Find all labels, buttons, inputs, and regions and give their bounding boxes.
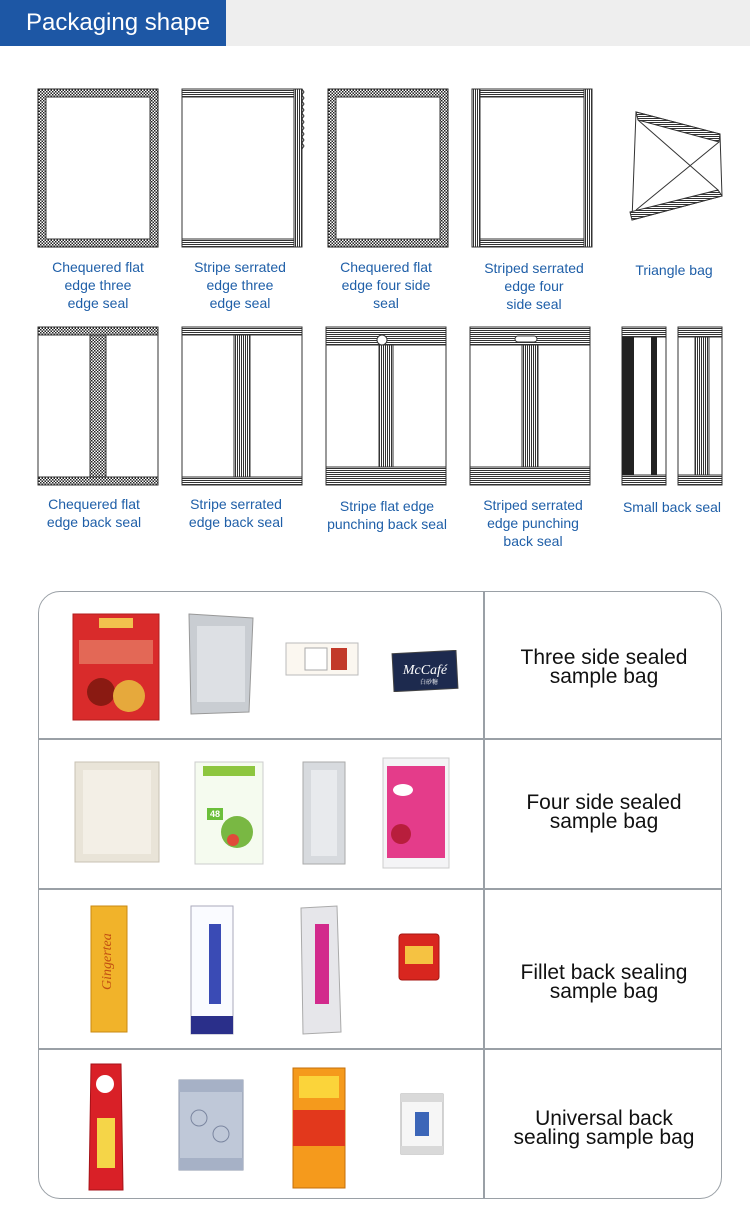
orange-candy-bag — [291, 1066, 347, 1190]
sample-bag-table — [38, 591, 722, 1199]
pink-label-stick — [293, 904, 347, 1036]
silver-foil-bag — [185, 610, 257, 716]
shape-caption: Stripe serrated edge three edge seal — [194, 259, 286, 311]
pink-sachet — [381, 756, 451, 870]
shape-caption: Chequered flat edge three edge seal — [52, 259, 144, 311]
blue-pattern-pouch — [177, 1078, 245, 1172]
green-drink-sachet — [193, 760, 265, 866]
stripe-serrated-three-edge-seal-bag — [181, 88, 305, 248]
shape-caption: Stripe flat edge punching back seal — [327, 498, 447, 532]
shape-caption: Chequered flat edge four side seal — [340, 259, 432, 311]
chequered-four-side-seal-bag — [327, 88, 449, 248]
shape-caption: Chequered flat edge back seal — [46, 496, 142, 530]
red-ketchup-sachet — [397, 932, 441, 982]
shape-caption: Striped serrated edge four side seal — [484, 260, 584, 312]
small-back-seal-bag-front — [621, 326, 667, 486]
shape-caption: Triangle bag — [635, 262, 713, 278]
sample-label: Three side sealed sample bag — [520, 646, 688, 688]
sample-label: Four side sealed sample bag — [526, 791, 682, 833]
svg-text:白砂糖: 白砂糖 — [419, 679, 439, 686]
stripe-flat-punching-back-seal-bag — [325, 326, 447, 486]
striped-serrated-punching-back-seal-bag — [469, 326, 591, 486]
chequered-back-seal-bag — [37, 326, 159, 486]
section-title: Packaging shape — [0, 0, 226, 46]
shape-caption: Stripe serrated edge back seal — [188, 496, 284, 530]
probiotic-stick — [189, 904, 235, 1036]
sample-label: Universal back sealing sample bag — [513, 1107, 695, 1149]
triangle-bag — [626, 106, 724, 230]
clear-pouch — [73, 760, 161, 864]
striped-serrated-four-side-seal-bag — [471, 88, 593, 248]
red-candy-bag — [71, 612, 161, 722]
svg-text:Gingertea: Gingertea — [100, 933, 115, 990]
mccafe-sugar-sachet — [391, 650, 459, 692]
shape-caption: Striped serrated edge punching back seal — [483, 497, 583, 549]
row-divider — [39, 738, 721, 740]
row-divider — [39, 888, 721, 890]
svg-text:McCafé: McCafé — [402, 663, 448, 678]
red-wangzhenwei-bag — [85, 1062, 127, 1192]
svg-text:48: 48 — [209, 809, 221, 819]
tea-sachet — [285, 642, 359, 676]
chequered-three-edge-seal-bag — [37, 88, 159, 248]
row-divider — [39, 1048, 721, 1050]
sample-label: Fillet back sealing sample bag — [520, 961, 688, 1003]
ginger-tea-stick — [89, 904, 129, 1034]
silver-stick-pack — [301, 760, 347, 866]
shape-caption: Small back seal — [622, 499, 722, 515]
small-white-sachet — [399, 1092, 445, 1156]
stripe-serrated-back-seal-bag — [181, 326, 303, 486]
small-back-seal-bag-back — [677, 326, 723, 486]
